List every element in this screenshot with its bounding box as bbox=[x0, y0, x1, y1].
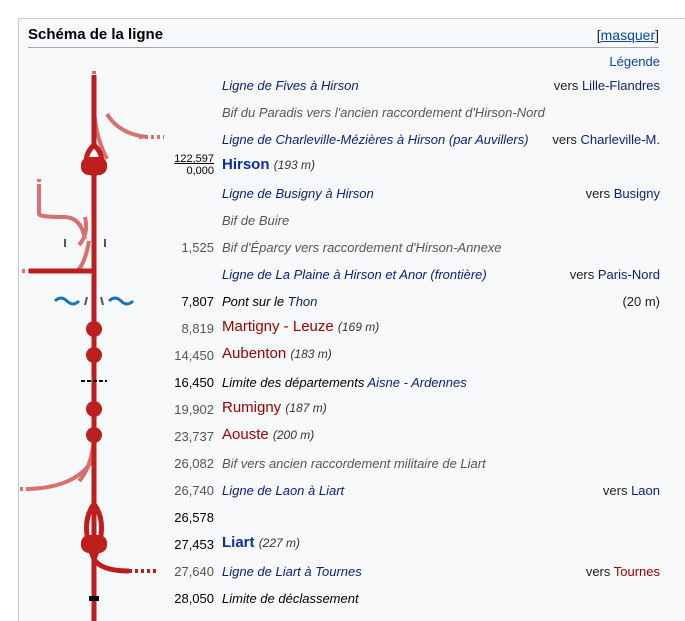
route-row bbox=[19, 342, 685, 368]
km-marker: 28,050 bbox=[174, 591, 214, 606]
route-row bbox=[19, 423, 685, 449]
destination-link[interactable]: Laon bbox=[631, 483, 660, 498]
km-marker: 1,525 bbox=[181, 240, 214, 255]
station-name[interactable]: Aouste (200 m) bbox=[222, 426, 315, 443]
route-label: Bif de Buire bbox=[222, 213, 290, 228]
route-row bbox=[19, 288, 685, 314]
km-marker: 14,450 bbox=[174, 348, 214, 363]
route-row bbox=[19, 477, 685, 503]
route-row bbox=[19, 558, 685, 584]
station-name[interactable]: Martigny - Leuze (169 m) bbox=[222, 318, 380, 335]
km-marker: 122,597 0,000 bbox=[174, 153, 214, 177]
destination-link[interactable]: Tournes bbox=[613, 564, 660, 579]
route-row bbox=[19, 504, 685, 530]
direction-label: vers Tournes bbox=[585, 564, 660, 579]
km-marker: 16,450 bbox=[174, 375, 214, 390]
route-row bbox=[19, 99, 685, 125]
route-row bbox=[19, 585, 685, 611]
line-link[interactable]: Ligne de Fives à Hirson bbox=[222, 78, 359, 93]
km-marker: 19,902 bbox=[174, 402, 214, 417]
direction-label: vers Charleville-M. bbox=[552, 132, 660, 147]
direction-label: vers Laon bbox=[602, 483, 660, 498]
route-row bbox=[19, 180, 685, 206]
km-marker: 23,737 bbox=[174, 429, 214, 444]
direction-label: vers Paris-Nord bbox=[569, 267, 660, 282]
station-name[interactable]: Rumigny (187 m) bbox=[222, 399, 327, 416]
direction-label: vers Busigny bbox=[585, 186, 660, 201]
panel-title: Schéma de la ligne bbox=[28, 26, 164, 43]
route-row bbox=[19, 396, 685, 422]
route-label: Bif d'Éparcy vers raccordement d'Hirson-Annexe bbox=[222, 240, 502, 255]
km-marker: 27,640 bbox=[174, 564, 214, 579]
station-name[interactable]: Aubenton (183 m) bbox=[222, 345, 332, 362]
route-row bbox=[19, 531, 685, 557]
route-row bbox=[19, 72, 685, 98]
km-marker: 26,082 bbox=[174, 456, 214, 471]
route-label: Bif vers ancien raccordement militaire de Liart bbox=[222, 456, 486, 471]
km-marker: 7,807 bbox=[181, 294, 214, 309]
line-link[interactable]: Ligne de Busigny à Hirson bbox=[222, 186, 374, 201]
station-name[interactable]: Liart (227 m) bbox=[222, 534, 301, 551]
inline-link[interactable]: Thon bbox=[287, 294, 318, 309]
route-label: Bif du Paradis vers l'ancien raccordement d'Hirson-Nord bbox=[222, 105, 545, 120]
route-row bbox=[19, 369, 685, 395]
destination-link[interactable]: Charleville-M. bbox=[580, 132, 660, 147]
destination-link[interactable]: Lille-Flandres bbox=[581, 78, 660, 93]
route-row bbox=[19, 126, 685, 152]
route-row bbox=[19, 450, 685, 476]
route-label: Pont sur le Thon bbox=[222, 294, 318, 309]
route-diagram-panel bbox=[18, 18, 685, 621]
km-marker: 8,819 bbox=[181, 321, 214, 336]
km-marker: 26,578 bbox=[174, 510, 214, 525]
destination-link[interactable]: Busigny bbox=[613, 186, 660, 201]
route-row bbox=[19, 153, 685, 179]
line-link[interactable]: Ligne de La Plaine à Hirson et Anor (frontière) bbox=[222, 267, 487, 282]
line-link[interactable]: Ligne de Charleville-Mézières à Hirson (par Auvillers) bbox=[222, 132, 529, 147]
line-link[interactable]: Ligne de Liart à Tournes bbox=[222, 564, 362, 579]
km-marker: 26,740 bbox=[174, 483, 214, 498]
route-row bbox=[19, 261, 685, 287]
legend-link[interactable]: Légende bbox=[609, 54, 660, 69]
route-row bbox=[19, 207, 685, 233]
route-row bbox=[19, 315, 685, 341]
collapse-toggle[interactable]: [masquer] bbox=[596, 27, 659, 43]
destination-link[interactable]: Paris-Nord bbox=[597, 267, 660, 282]
line-link[interactable]: Ligne de Laon à Liart bbox=[222, 483, 345, 498]
direction-label: vers Lille-Flandres bbox=[553, 78, 660, 93]
route-label: Limite des départements Aisne - Ardennes bbox=[222, 375, 467, 390]
inline-link[interactable]: Aisne - Ardennes bbox=[367, 375, 467, 390]
direction-label: (20 m) bbox=[622, 294, 660, 309]
collapse-link[interactable]: masquer bbox=[600, 27, 656, 43]
station-name[interactable]: Hirson (193 m) bbox=[222, 156, 316, 173]
route-row bbox=[19, 234, 685, 260]
km-marker: 27,453 bbox=[174, 537, 214, 552]
route-label: Limite de déclassement bbox=[222, 591, 359, 606]
